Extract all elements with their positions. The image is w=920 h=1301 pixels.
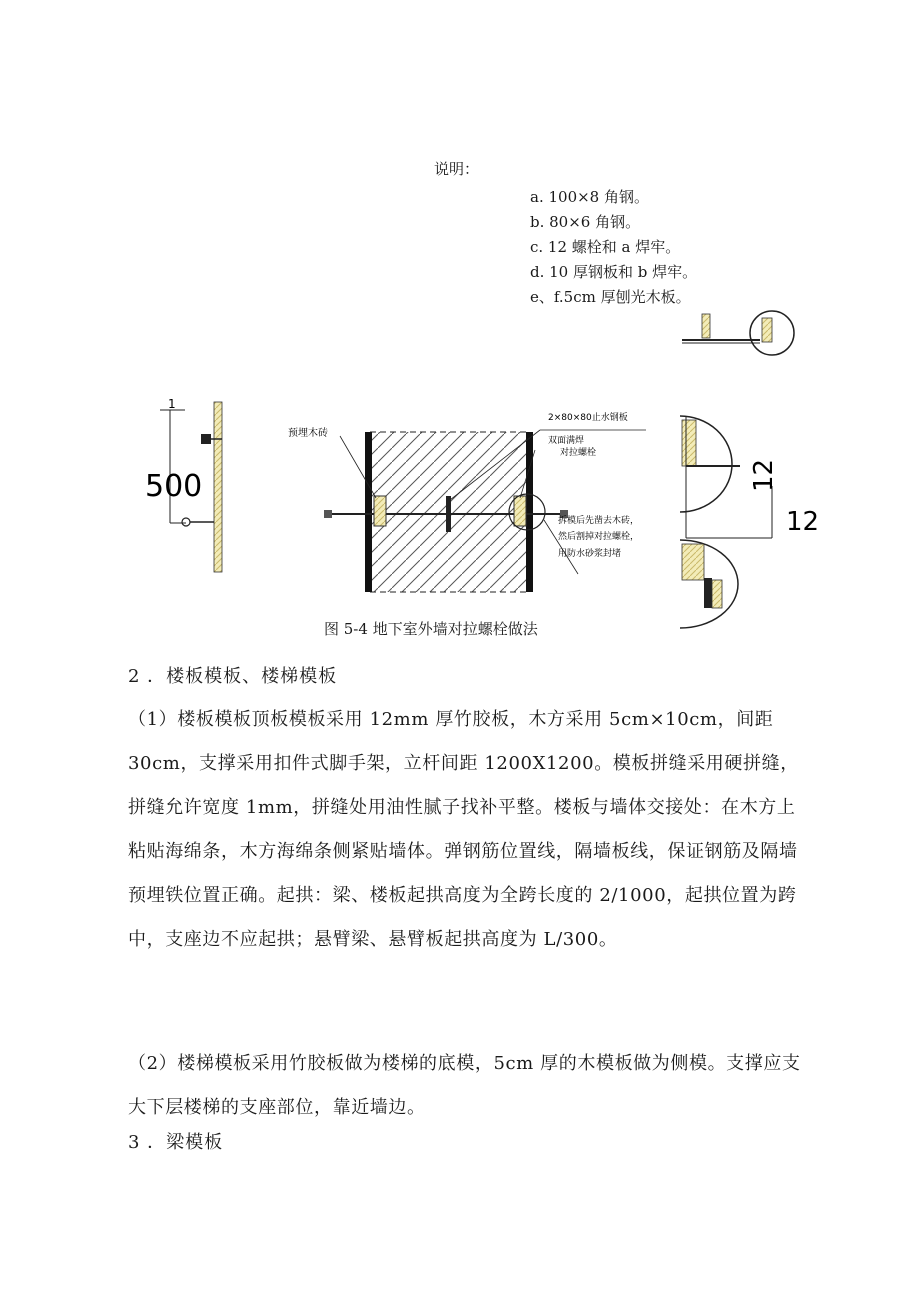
label-steel-plate: 2×80×80止水钢板: [548, 413, 628, 423]
label-weld-1: 双面满焊: [548, 436, 585, 446]
label-weld-2: 对拉螺栓: [560, 448, 597, 458]
top-right-detail: [682, 311, 794, 355]
section-mark: 1: [168, 397, 176, 411]
label-note-3: 用防水砂浆封堵: [558, 549, 622, 559]
section-heading-2: 2 ．楼板模板、楼梯模板: [128, 666, 338, 687]
note-item-e: e、f.5cm 厚刨光木板。: [530, 288, 691, 306]
dim-vertical: 12: [749, 458, 779, 492]
note-item-c: c. 12 螺栓和 a 焊牢。: [530, 238, 681, 256]
note-item-d: d. 10 厚钢板和 b 焊牢。: [530, 263, 698, 281]
note-item-b: b. 80×6 角钢。: [530, 213, 641, 231]
figure-caption: 图 5-4 地下室外墙对拉螺栓做法: [324, 620, 538, 638]
paragraph-2: （2）楼梯模板采用竹胶板做为楼梯的底模，5cm 厚的木模板做为侧模。支撑应支大下层楼梯的支座部位，靠近墙边。: [128, 1053, 801, 1118]
wall-section: [288, 411, 646, 592]
notes-title: 说明：: [434, 160, 480, 178]
left-detail: [145, 397, 222, 572]
label-embedded-wood: 预埋木砖: [288, 428, 328, 439]
note-item-a: a. 100×8 角钢。: [530, 188, 649, 206]
label-note-1: 拆模后先凿去木砖，: [558, 516, 640, 526]
dim-horizontal: 12: [786, 507, 820, 537]
figure-drawing: [0, 300, 920, 640]
section-heading-3: 3 ．梁模板: [128, 1132, 224, 1153]
label-note-2: 然后割掉对拉螺栓，: [558, 532, 640, 542]
right-detail: [680, 416, 819, 628]
paragraph-1: （1）楼板模板顶板模板采用 12mm 厚竹胶板，木方采用 5cm×10cm，间距 30cm，支撑采用扣件式脚手架，立杆间距 1200X1200。模板拼缝采用硬拼缝，拼缝允许宽度 1mm，拼缝处用油性腻子找补平整。楼板与墙体交接处：在木方上粘贴海绵条，木方海绵条侧紧贴墙体。弹钢筋位置线，隔墙板线，保证钢筋及隔墙预埋铁位置正确。起拱：梁、楼板起拱高度为全跨长度的 2/1000，起拱位置为跨中，支座边不应起拱；悬臂梁、悬臂板起拱高度为 L/300。: [128, 709, 799, 950]
dimension-500: 500: [145, 469, 203, 504]
